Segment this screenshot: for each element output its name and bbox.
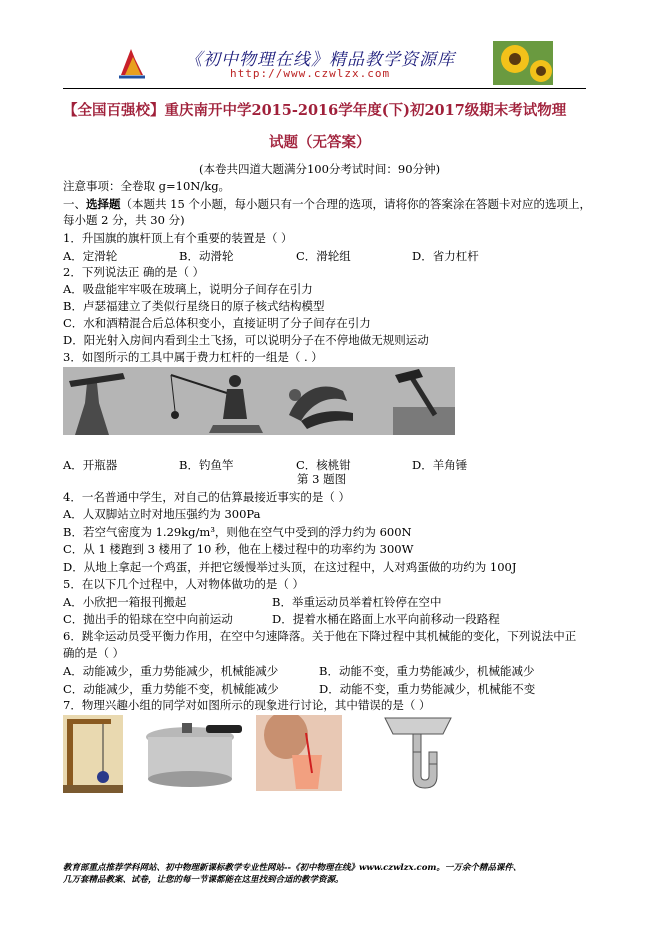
q7-stem: 7．物理兴趣小组的同学对如图所示的现象进行讨论，其中错误的是（ ） [63, 698, 431, 712]
q5-option-a: A．小欣把一箱报刊搬起 [63, 595, 187, 609]
q3-option-a: A．开瓶器 [63, 458, 118, 472]
section1-title: 选择题 [86, 197, 121, 211]
banner-title: 《初中物理在线》精品教学资源库 [185, 50, 455, 70]
q5-stem: 5．在以下几个过程中，人对物体做功的是（ ） [63, 577, 304, 591]
header-banner [95, 41, 553, 85]
q6-stem-cont: 确的是（ ） [63, 646, 125, 660]
footer-line1: 教育部重点推荐学科网站、初中物理新课标教学专业性网站--《初中物理在线》www.czwlzx.com。一万余个精品课件、 [63, 863, 522, 873]
site-logo-icon [117, 45, 147, 79]
q4-option-a: A．人双脚站立时对地压强约为 300Pa [63, 507, 261, 521]
section1-header [63, 197, 591, 211]
q3-option-c: C．核桃钳 [296, 458, 351, 472]
q4-option-b: B．若空气密度为 1.29kg/m³，则他在空气中受到的浮力约为 600N [63, 525, 412, 539]
page-footer [63, 862, 603, 886]
q7-figure-c-drinking-straw [256, 715, 342, 791]
exam-note: 注意事项：全卷取 g=10N/kg。 [63, 179, 231, 193]
exam-subtitle: (本卷共四道大题满分100分考试时间：90分钟) [199, 162, 441, 176]
q4-option-d: D．从地上拿起一个鸡蛋，并把它缓慢举过头顶，在这过程中，人对鸡蛋做的功约为 100J [63, 560, 517, 574]
section1-instructions-cont: 每小题 2 分，共 30 分) [63, 213, 185, 227]
q1-stem: 1．升国旗的旗杆顶上有个重要的装置是（ ） [63, 231, 293, 245]
q5-option-c: C．抛出手的铅球在空中向前运动 [63, 612, 233, 626]
q5-option-b: B．举重运动员举着杠铃停在空中 [272, 595, 442, 609]
q2-option-d: D．阳光射入房间内看到尘土飞扬，可以说明分子在不停地做无规则运动 [63, 333, 429, 347]
banner-url: http://www.czwlzx.com [230, 67, 391, 80]
q6-option-b: B．动能不变，重力势能减少，机械能减少 [319, 664, 535, 678]
q3-option-b: B．钓鱼竿 [179, 458, 234, 472]
page-title-line1: 【全国百强校】重庆南开中学2015-2016学年度(下)初2017级期末考试物理 [63, 102, 567, 119]
q3-caption: 第 3 题图 [297, 472, 347, 486]
section1-instructions: （本题共 15 个小题，每小题只有一个合理的选项，请将你的答案涂在答题卡对应的选项上， [120, 197, 591, 211]
section1-number: 一、 [63, 197, 86, 211]
q2-option-c: C．水和酒精混合后总体积变小，直接证明了分子间存在引力 [63, 316, 371, 330]
q1-option-a: A．定滑轮 [63, 249, 118, 263]
footer-line2: 几万套精品教案、试卷，让您的每一节课都能在这里找到合适的教学资源。 [63, 875, 344, 885]
page-title-line2: 试题（无答案） [269, 134, 371, 151]
sunflower-icon [493, 41, 553, 85]
q3-option-d: D．羊角锤 [412, 458, 468, 472]
q1-option-c: C．滑轮组 [296, 249, 351, 263]
q2-option-b: B．卢瑟福建立了类似行星绕日的原子核式结构模型 [63, 299, 325, 313]
q2-stem: 2．下列说法正 确的是（ ） [63, 265, 205, 279]
q3-tools-figure [63, 367, 455, 435]
q6-option-a: A．动能减少，重力势能减少，机械能减少 [63, 664, 279, 678]
header-divider [63, 88, 586, 89]
q1-option-d: D．省力杠杆 [412, 249, 479, 263]
q7-figure-b-pressure-cooker [138, 717, 242, 789]
q6-stem: 6．跳伞运动员受平衡力作用，在空中匀速降落。关于他在下降过程中其机械能的变化，下列说法中正 [63, 629, 577, 643]
q4-stem: 4．一名普通中学生，对自己的估算最接近事实的是（ ） [63, 490, 350, 504]
q3-stem: 3．如图所示的工具中属于费力杠杆的一组是（ . ） [63, 350, 323, 364]
q7-figure-a-pendulum [63, 715, 123, 793]
q1-option-b: B．动滑轮 [179, 249, 234, 263]
q4-option-c: C．从 1 楼跑到 3 楼用了 10 秒，他在上楼过程中的功率约为 300W [63, 542, 414, 556]
q3-tools-illustration [63, 367, 455, 435]
q7-figure-d-sink-trap [383, 716, 453, 792]
q6-option-c: C．动能减少，重力势能不变，机械能减少 [63, 682, 279, 696]
q6-option-d: D．动能不变，重力势能减少，机械能不变 [319, 682, 536, 696]
q2-option-a: A．吸盘能牢牢吸在玻璃上，说明分子间存在引力 [63, 282, 313, 296]
q5-option-d: D．提着水桶在路面上水平向前移动一段路程 [272, 612, 500, 626]
